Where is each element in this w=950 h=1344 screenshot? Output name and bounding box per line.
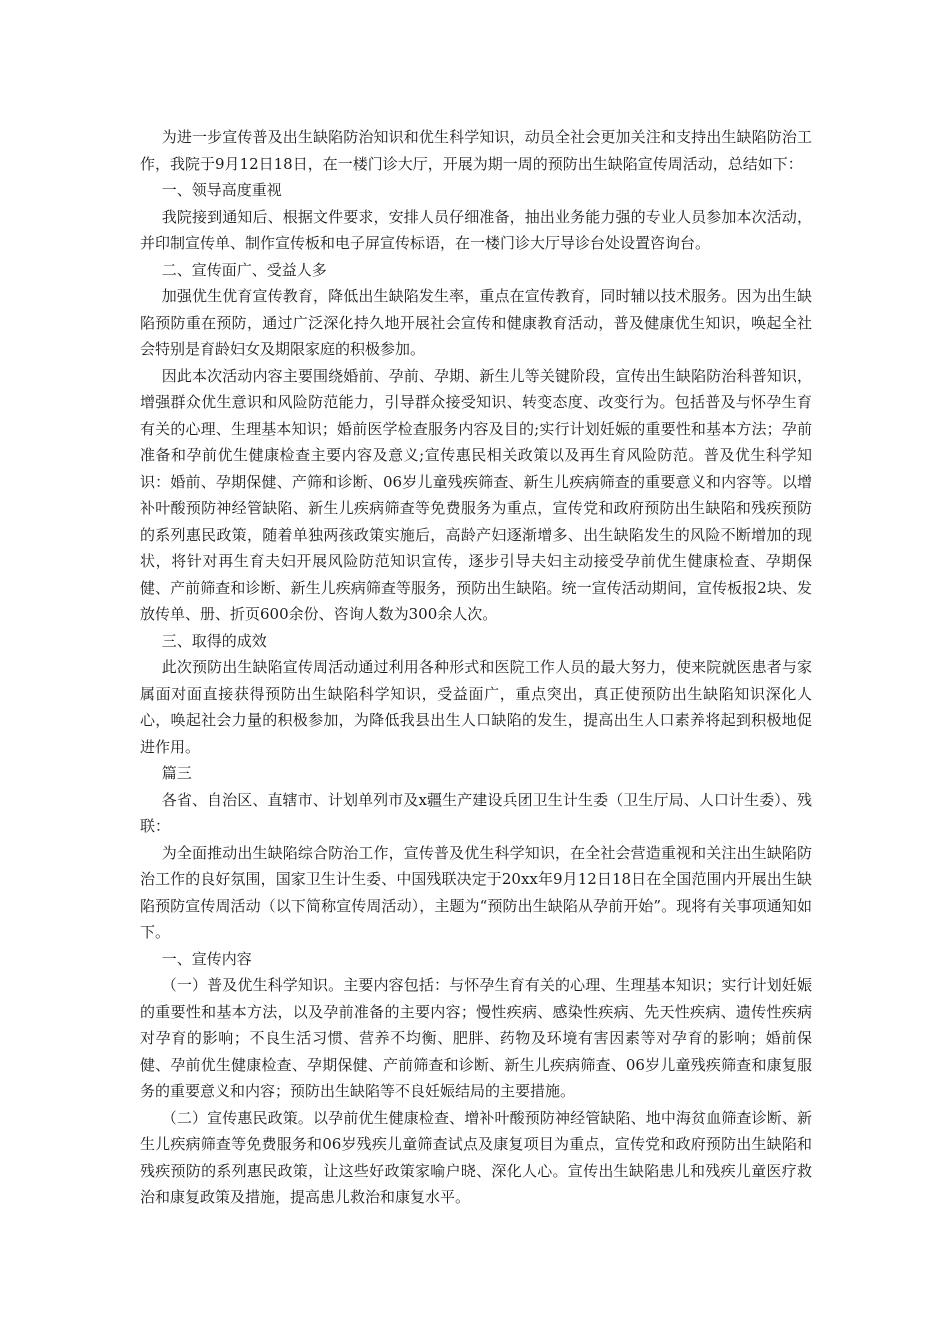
body-paragraph: 此次预防出生缺陷宣传周活动通过利用各种形式和医院工作人员的最大努力，使来院就医患者与家属面对面直接获得预防出生缺陷科学知识，受益面广，重点突出，真正使预防出生缺陷知识深化人心，唤起社会力量的积极参加，为降低我县出生人口缺陷的发生，提高出生人口素养将起到积极地促进作用。 — [140, 658, 812, 756]
addressee-paragraph: 各省、自治区、直辖市、计划单列市及x疆生产建设兵团卫生计生委（卫生厅局、人口计生委）、残联： — [140, 790, 812, 835]
section-heading-3: 三、取得的成效 — [161, 631, 267, 650]
body-paragraph: （一）普及优生科学知识。主要内容包括：与怀孕生育有关的心理、生理基本知识；实行计划妊娠的重要性和基本方法，以及孕前准备的主要内容；慢性疾病、感染性疾病、先天性疾病、遗传性疾病对孕育的影响；不良生活习惯、营养不均衡、肥胖、药物及环境有害因素等对孕育的影响；婚前保健、孕前优生健康检查、孕期保健、产前筛查和诊断、新生儿疾病筛查、06岁儿童残疾筛查和康复服务的重要意义和内容；预防出生缺陷等不良妊娠结局的主要措施。 — [140, 976, 812, 1100]
document-body — [140, 124, 812, 1211]
body-paragraph: 因此本次活动内容主要围绕婚前、孕前、孕期、新生儿等关键阶段，宣传出生缺陷防治科普知识，增强群众优生意识和风险防范能力，引导群众接受知识、转变态度、改变行为。包括普及与怀孕生育有关的心理、生理基本知识；婚前医学检查服务内容及目的;实行计划妊娠的重要性和基本方法；孕前准备和孕前优生健康检查主要内容及意义;宣传惠民相关政策以及再生育风险防范。普及优生科学知识：婚前、孕期保健、产筛和诊断、06岁儿童残疾筛查、新生儿疾病筛查的重要意义和内容等。以增补叶酸预防神经管缺陷、新生儿疾病筛查等免费服务为重点，宣传党和政府预防出生缺陷和残疾预防的系列惠民政策，随着单独两孩政策实施后，高龄产妇逐渐增多、出生缺陷发生的风险不断增加的现状，将针对再生育夫妇开展风险防范知识宣传，逐步引导夫妇主动接受孕前优生健康检查、孕期保健、产前筛查和诊断、新生儿疾病筛查等服务，预防出生缺陷。统一宣传活动期间，宣传板报2块、发放传单、册、折页600余份、咨询人数为300余人次。 — [140, 366, 812, 623]
section-heading-1: 一、领导高度重视 — [161, 181, 282, 199]
body-paragraph: 我院接到通知后、根据文件要求，安排人员仔细准备，抽出业务能力强的专业人员参加本次活动，并印制宣传单、制作宣传板和电子屏宣传标语，在一楼门诊大厅导诊台处设置咨询台。 — [140, 207, 812, 252]
section-heading-2: 二、宣传面广、受益人多 — [161, 260, 327, 279]
part-heading: 篇三 — [161, 764, 192, 782]
section-heading-content: 一、宣传内容 — [161, 949, 252, 968]
intro-paragraph: 为进一步宣传普及出生缺陷防治知识和优生科学知识，动员全社会更加关注和支持出生缺陷防治工作，我院于9月12日18日，在一楼门诊大厅，开展为期一周的预防出生缺陷宣传周活动，总结如下： — [140, 128, 812, 173]
body-paragraph: （二）宣传惠民政策。以孕前优生健康检查、增补叶酸预防神经管缺陷、地中海贫血筛查诊断、新生儿疾病筛查等免费服务和06岁残疾儿童筛查试点及康复项目为重点，宣传党和政府预防出生缺陷和残疾预防的系列惠民政策，让这些好政策家喻户晓、深化人心。宣传出生缺陷患儿和残疾儿童医疗救治和康复政策及措施，提高患儿救治和康复水平。 — [140, 1108, 812, 1206]
body-paragraph: 加强优生优育宣传教育，降低出生缺陷发生率，重点在宣传教育，同时辅以技术服务。因为出生缺陷预防重在预防，通过广泛深化持久地开展社会宣传和健康教育活动，普及健康优生知识，唤起全社会特别是育龄妇女及期限家庭的积极参加。 — [140, 287, 812, 358]
body-paragraph: 为全面推动出生缺陷综合防治工作，宣传普及优生科学知识，在全社会营造重视和关注出生缺陷防治工作的良好氛围，国家卫生计生委、中国残联决定于20xx年9月12日18日在全国范围内开展出生缺陷预防宣传周活动（以下简称宣传周活动），主题为“预防出生缺陷从孕前开始”。现将有关事项通知如下。 — [140, 843, 812, 941]
